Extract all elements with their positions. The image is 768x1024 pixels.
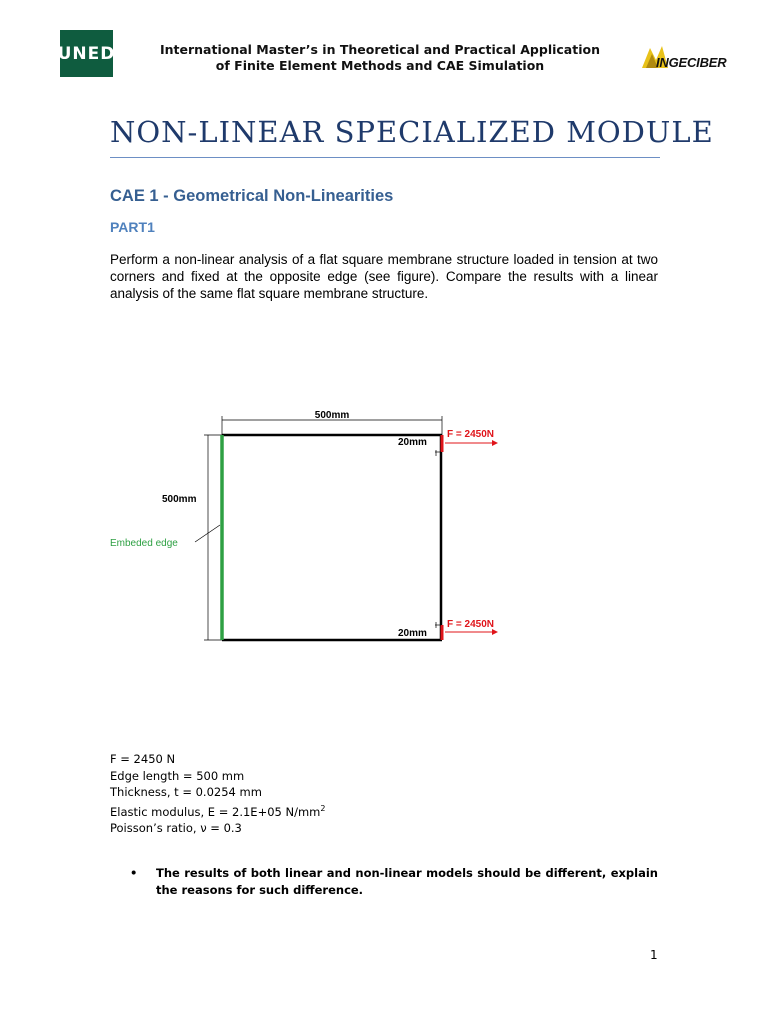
bottom-force-label: F = 2450N	[447, 619, 494, 630]
height-label: 500mm	[162, 494, 197, 505]
bottom-offset-label: 20mm	[398, 628, 427, 639]
top-force-label: F = 2450N	[447, 429, 494, 440]
param-thickness: Thickness, t = 0.0254 mm	[110, 785, 262, 799]
header-title	[150, 42, 610, 74]
uned-logo	[57, 30, 116, 77]
param-edge-length: Edge length = 500 mm	[110, 768, 245, 783]
ingeciber-logo	[640, 42, 752, 74]
ingeciber-logo-text: INGECIBER	[656, 55, 727, 70]
uned-logo-text: UNED	[57, 43, 116, 64]
param-poisson: Poisson’s ratio, ν = 0.3	[110, 820, 242, 835]
title-divider	[110, 157, 660, 158]
header-title-line2: of Finite Element Methods and CAE Simulation	[215, 58, 545, 73]
page-number: 1	[650, 948, 658, 962]
section-heading: CAE 1 - Geometrical Non-Linearities	[110, 187, 394, 205]
param-force: F = 2450 N	[110, 752, 176, 766]
bullet-dot: •	[130, 866, 138, 880]
width-label: 500mm	[314, 410, 350, 421]
bullet-item	[130, 865, 658, 899]
top-offset-label: 20mm	[398, 437, 427, 448]
param-elastic-modulus-exponent: 2	[320, 803, 326, 813]
membrane-figure	[100, 400, 520, 660]
header-title-line1: International Master’s in Theoretical and Practical Application	[159, 42, 600, 57]
part-heading: PART1	[110, 219, 155, 235]
top-force-arrowhead	[492, 440, 498, 446]
bullet-text: The results of both linear and non-linear models should be different, explain the reasons for such difference.	[156, 866, 658, 897]
intro-paragraph: Perform a non-linear analysis of a flat square membrane structure loaded in tension at two corners and fixed at the opposite edge (see figure). Compare the results with a linear analysis of the same flat square membrane structure.	[110, 252, 658, 301]
page-title: NON-LINEAR SPECIALIZED MODULE	[110, 115, 714, 149]
parameters-list	[110, 751, 325, 836]
param-elastic-modulus-text: Elastic modulus, E = 2.1E+05 N/mm	[110, 804, 321, 819]
param-elastic-modulus	[110, 801, 325, 820]
embedded-edge-leader	[195, 525, 220, 542]
embedded-edge-label: Embeded edge	[110, 538, 178, 549]
